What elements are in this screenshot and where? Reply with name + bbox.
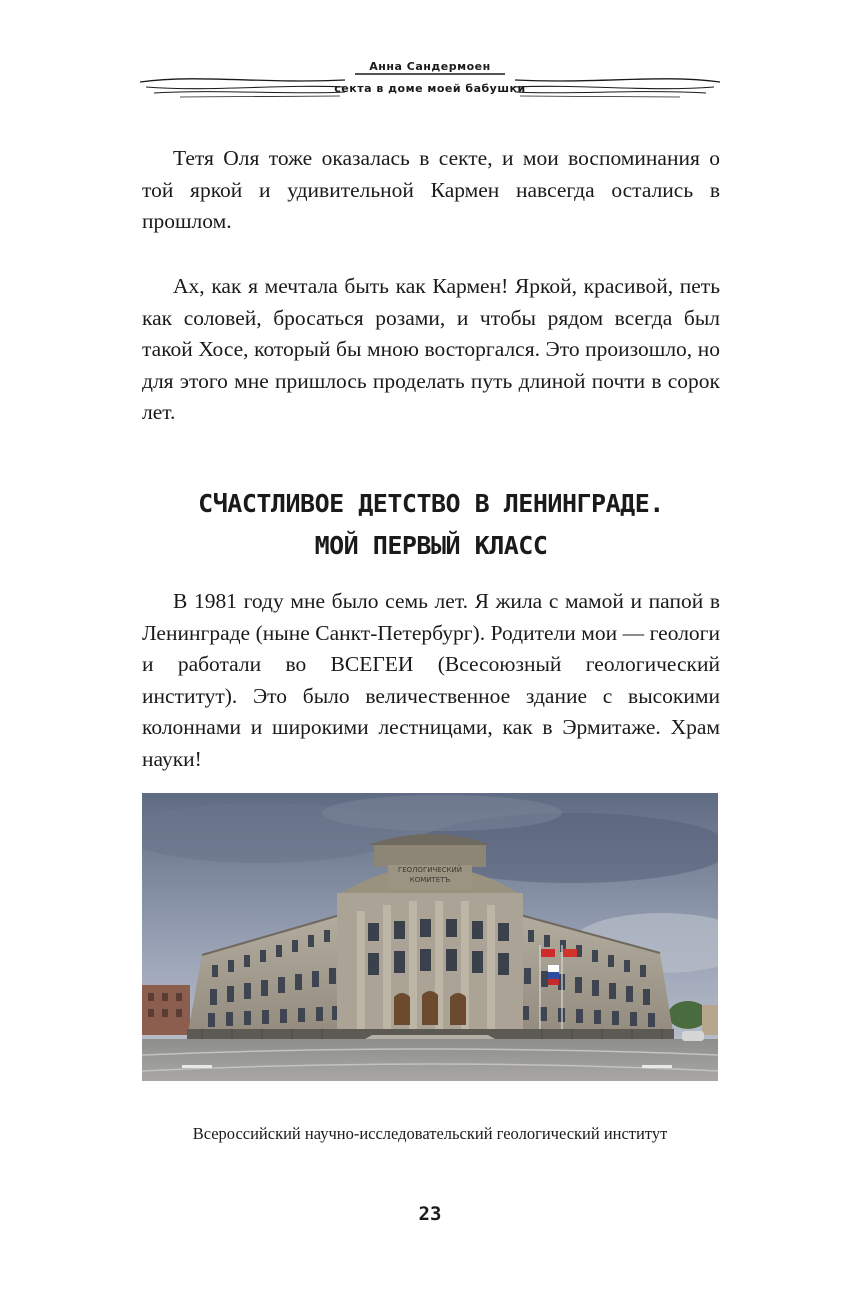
section-heading-line-1: СЧАСТЛИВОЕ ДЕТСТВО В ЛЕНИНГРАДЕ. bbox=[198, 489, 664, 518]
building-photo bbox=[142, 793, 718, 1081]
running-head bbox=[140, 56, 720, 102]
paragraph-1: Тетя Оля тоже оказалась в секте, и мои воспоминания о той яркой и удивительной Кармен навсегда остались в прошлом. bbox=[142, 146, 720, 233]
paragraph-3: В 1981 году мне было семь лет. Я жила с мамой и папой в Ленинграде (ныне Санкт-Петербург). Родители мои — геологи и работали во ВСЕГЕИ (Всесоюзный геологический институт). Это было величественное здание с высокими колоннами и широкими лестницами, как в Эрмитаже. Храм науки! bbox=[142, 589, 720, 771]
running-head-book-title: секта в доме моей бабушки bbox=[334, 82, 526, 95]
page-number: 23 bbox=[418, 1203, 442, 1225]
paragraph-2: Ах, как я мечтала быть как Кармен! Яркой, красивой, петь как соловей, бросаться розами, и чтобы рядом всегда был такой Хосе, который бы мною восторгался. Это произошло, но для этого мне пришлось проделать путь длиной почти в сорок лет. bbox=[142, 274, 720, 424]
section-heading bbox=[142, 483, 720, 567]
building-inscription-1: ГЕОЛОГИЧЕСКИЙ bbox=[397, 866, 463, 874]
photo-caption: Всероссийский научно-исследовательский геологический институт bbox=[192, 1124, 668, 1143]
building-inscription-2: КОМИТЕТЪ bbox=[409, 876, 451, 884]
section-heading-line-2: МОЙ ПЕРВЫЙ КЛАСС bbox=[314, 531, 548, 560]
running-head-author: Анна Сандермоен bbox=[369, 60, 491, 73]
